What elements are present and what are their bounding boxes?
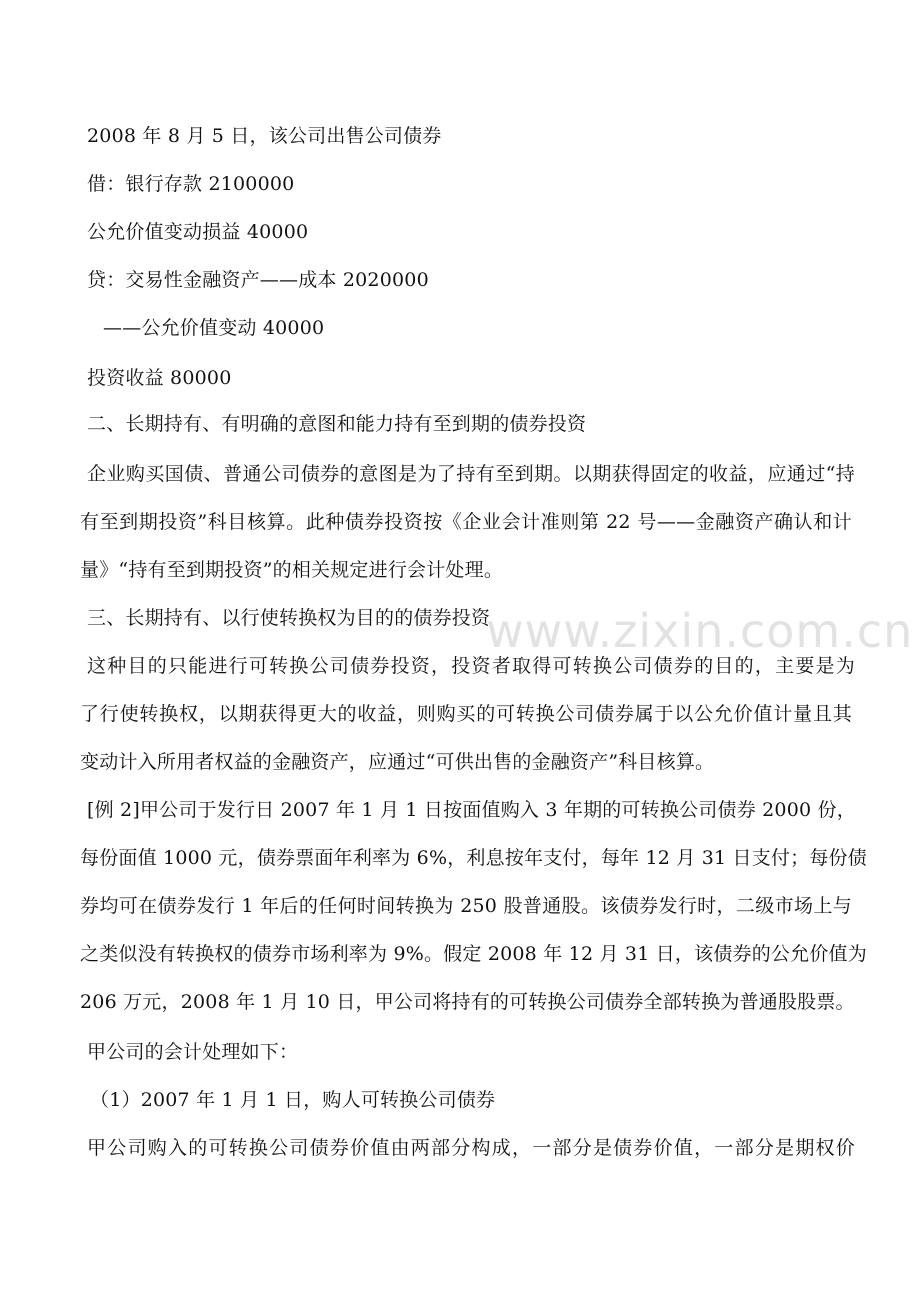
paragraph-line: 变动计入所用者权益的金融资产，应通过“可供出售的金融资产”科目核算。 xyxy=(80,751,715,773)
text-line-investment-income: 投资收益 80000 xyxy=(87,367,232,389)
section-heading-3: 三、长期持有、以行使转换权为目的的债券投资 xyxy=(87,607,491,629)
example-line: [例 2]甲公司于发行日 2007 年 1 月 1 日按面值购入 3 年期的可转换公司债券 2000 份， xyxy=(87,799,856,821)
paragraph-line: 甲公司购入的可转换公司债券价值由两部分构成，一部分是债券价值，一部分是期权价 xyxy=(87,1137,855,1159)
paragraph-line: 量》“持有至到期投资”的相关规定进行会计处理。 xyxy=(80,559,504,581)
text-line-credit-fair-value: ——公允价值变动 40000 xyxy=(103,317,325,339)
text-line-fair-value-loss: 公允价值变动损益 40000 xyxy=(87,221,309,243)
paragraph-line: 企业购买国债、普通公司债券的意图是为了持有至到期。以期获得固定的收益，应通过“持 xyxy=(87,463,855,485)
example-line: 每份面值 1000 元，债券票面年利率为 6%，利息按年支付，每年 12 月 31 日支付；每份债 xyxy=(80,847,867,869)
paragraph-line: 这种目的只能进行可转换公司债券投资，投资者取得可转换公司债券的目的，主要是为 xyxy=(87,655,855,677)
paragraph-line: 了行使转换权，以期获得更大的收益，则购买的可转换公司债券属于以公允价值计量且其 xyxy=(80,703,852,725)
text-line-credit-cost: 贷：交易性金融资产——成本 2020000 xyxy=(87,269,429,291)
text-line-step-1: （1）2007 年 1 月 1 日，购人可转换公司债券 xyxy=(90,1089,496,1111)
text-line-debit-bank: 借：银行存款 2100000 xyxy=(87,173,295,195)
example-line: 206 万元，2008 年 1 月 10 日，甲公司将持有的可转换公司债券全部转换为普通股股票。 xyxy=(80,991,855,1013)
paragraph-line: 有至到期投资”科目核算。此种债券投资按《企业会计准则第 22 号——金融资产确认和计 xyxy=(80,511,852,533)
example-line: 之类似没有转换权的债券市场利率为 9%。假定 2008 年 12 月 31 日，该债券的公允价值为 xyxy=(80,943,867,965)
watermark: www.zixin.com.cn xyxy=(486,604,914,658)
example-line: 券均可在债券发行 1 年后的任何时间转换为 250 股普通股。该债券发行时，二级市场上与 xyxy=(80,895,852,917)
section-heading-2: 二、长期持有、有明确的意图和能力持有至到期的债券投资 xyxy=(87,413,587,435)
text-line-sale-date: 2008 年 8 月 5 日，该公司出售公司债券 xyxy=(87,125,442,147)
text-line-accounting-treatment: 甲公司的会计处理如下： xyxy=(87,1041,299,1063)
